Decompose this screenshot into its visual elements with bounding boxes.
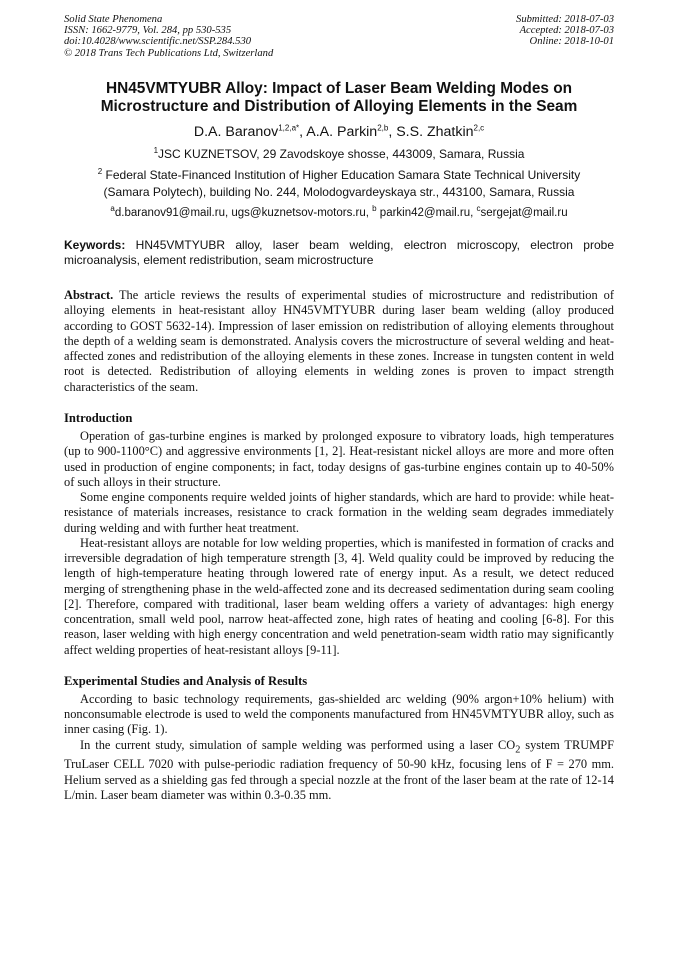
- author-2: A.A. Parkin: [306, 123, 378, 140]
- experimental-paragraph-1: According to basic technology requirements, gas-shielded arc welding (90% argon+10% helium) with nonconsumable electrode is used to weld the components manufactured from HN45VMTYUBR alloy, such as inner casing (Fig. 1).: [64, 691, 614, 737]
- introduction-paragraph-3: Heat-resistant alloys are notable for low welding properties, which is manifested in formation of cracks and irreversible degradation of high temperature strength [3, 4]. Weld quality could be improved by reducing the length of high-temperature heating through lowered rate of energy input. As a result, we detect reduced merging of strengthening phase in the weld-affected zone and its decreased sedimentation during seam cooling [2]. Therefore, compared with traditional, laser beam welding offers a variety of advantages: high energy concentration, small weld pool, narrow heat-affected zone, high rates of heating and cooling [6-8]. For this reason, laser welding with high energy concentration and weld penetration-seam width ratio may significantly affect welding properties of heat-resistant alloys [9-11].: [64, 535, 614, 657]
- paper-title: [64, 80, 614, 117]
- title-line-2: Microstructure and Distribution of Alloying Elements in the Seam: [100, 98, 578, 116]
- author-separator: ,: [388, 123, 397, 140]
- abstract-label: Abstract.: [64, 288, 114, 302]
- copyright: © 2018 Trans Tech Publications Ltd, Switzerland: [64, 47, 274, 59]
- keywords-text: HN45VMTYUBR alloy, laser beam welding, electron microscopy, electron probe microanalysis, element redistribution, seam microstructure: [64, 237, 614, 268]
- affiliation-2-line-1: Federal State-Financed Institution of Higher Education Samara State Technical University: [105, 167, 581, 182]
- affiliation-2: [64, 167, 614, 201]
- author-3-affil: 2,c: [473, 123, 485, 133]
- submitted-date: Submitted: 2018-07-03: [516, 14, 614, 25]
- accepted-date: Accepted: 2018-07-03: [519, 25, 614, 37]
- introduction-paragraph-2: Some engine components require welded joints of higher standards, which are hard to provide: while heat-resistance of materials increases, resistance to crack formation in the welding seam degrades immediately during welding and with further heat treatment.: [64, 490, 614, 535]
- affiliation-1-marker: 1: [153, 145, 159, 155]
- online-date: Online: 2018-10-01: [529, 36, 614, 48]
- author-1-affil: 1,2,a*: [278, 123, 300, 133]
- email-a-marker: a: [110, 203, 115, 213]
- email-b: parkin42@mail.ru,: [376, 206, 477, 219]
- author-2-affil: 2,b: [377, 123, 389, 133]
- title-line-1: HN45VMTYUBR Alloy: Impact of Laser Beam Welding Modes on: [105, 79, 573, 97]
- abstract-text: The article reviews the results of experimental studies of microstructure and redistribution of alloying elements in heat-resistant alloy HN45VMTYUBR during laser beam welding (alloy produced according to GOST 5632-14). Impression of laser emission on redistribution of alloying elements throughout the depth of a welding seam is demonstrated. Analysis covers the microstructure of several welding and heat-affected zones and redistribution of the alloying elements in these zones. Increase in tungsten content in weld root is detected. Redistribution of alloying elements in welding zones is proven to impact strength characteristics of the seam.: [64, 288, 614, 394]
- affiliation-1: [64, 146, 614, 163]
- journal-header: [64, 14, 614, 59]
- journal-info: [64, 14, 273, 59]
- issn: ISSN: 1662-9779, Vol. 284, pp 530-535: [64, 25, 232, 37]
- abstract: [64, 288, 614, 395]
- author-1: D.A. Baranov: [193, 123, 279, 140]
- email-list: [64, 205, 614, 221]
- doi: doi:10.4028/www.scientific.net/SSP.284.530: [64, 36, 252, 48]
- affiliation-2-marker: 2: [97, 166, 103, 176]
- introduction-heading: Introduction: [64, 411, 133, 426]
- introduction-paragraph-1: Operation of gas-turbine engines is marked by prolonged exposure to vibratory loads, high temperatures (up to 900-1100°C) and aggressive environments [1, 2]. Heat-resistant nickel alloys are more and more often used in production of engine components; in fact, today designs of gas-turbine engines contain up to 40-50% of such alloys in their structure.: [64, 429, 614, 489]
- dates-info: [516, 14, 614, 59]
- email-c: sergejat@mail.ru: [480, 206, 568, 219]
- journal-name: Solid State Phenomena: [64, 14, 163, 25]
- experimental-heading: Experimental Studies and Analysis of Results: [64, 673, 308, 688]
- paper-page: [64, 14, 614, 803]
- affiliation-1-text: JSC KUZNETSOV, 29 Zavodskoye shosse, 443009, Samara, Russia: [158, 146, 525, 161]
- email-b-marker: b: [372, 203, 377, 213]
- experimental-paragraph-2: [64, 738, 614, 803]
- keywords-label: Keywords:: [64, 237, 126, 252]
- email-a: d.baranov91@mail.ru, ugs@kuznetsov-motors.ru,: [114, 206, 373, 219]
- experimental-paragraph-2-rest: system TRUMPF TruLaser CELL 7020 with pulse-periodic radiation frequency of 50-90 kHz, focusing lens of F = 270 mm. Helium served as a shielding gas fed through a special nozzle at the front of the laser beam at the rate of 12-14 L/min. Laser beam diameter was within 0.3-0.35 mm.: [64, 737, 614, 802]
- author-3: S.S. Zhatkin: [396, 123, 474, 140]
- email-c-marker: c: [476, 203, 481, 213]
- experimental-paragraph-2-start: In the current study, simulation of sample welding was performed using a laser CO: [80, 737, 516, 752]
- author-list: [64, 123, 614, 141]
- keywords: [64, 238, 614, 269]
- co2-subscript: 2: [515, 744, 521, 756]
- affiliation-2-line-2: (Samara Polytech), building No. 244, Molodogvardeyskaya str., 443100, Samara, Russia: [103, 184, 575, 199]
- author-separator: ,: [299, 123, 307, 140]
